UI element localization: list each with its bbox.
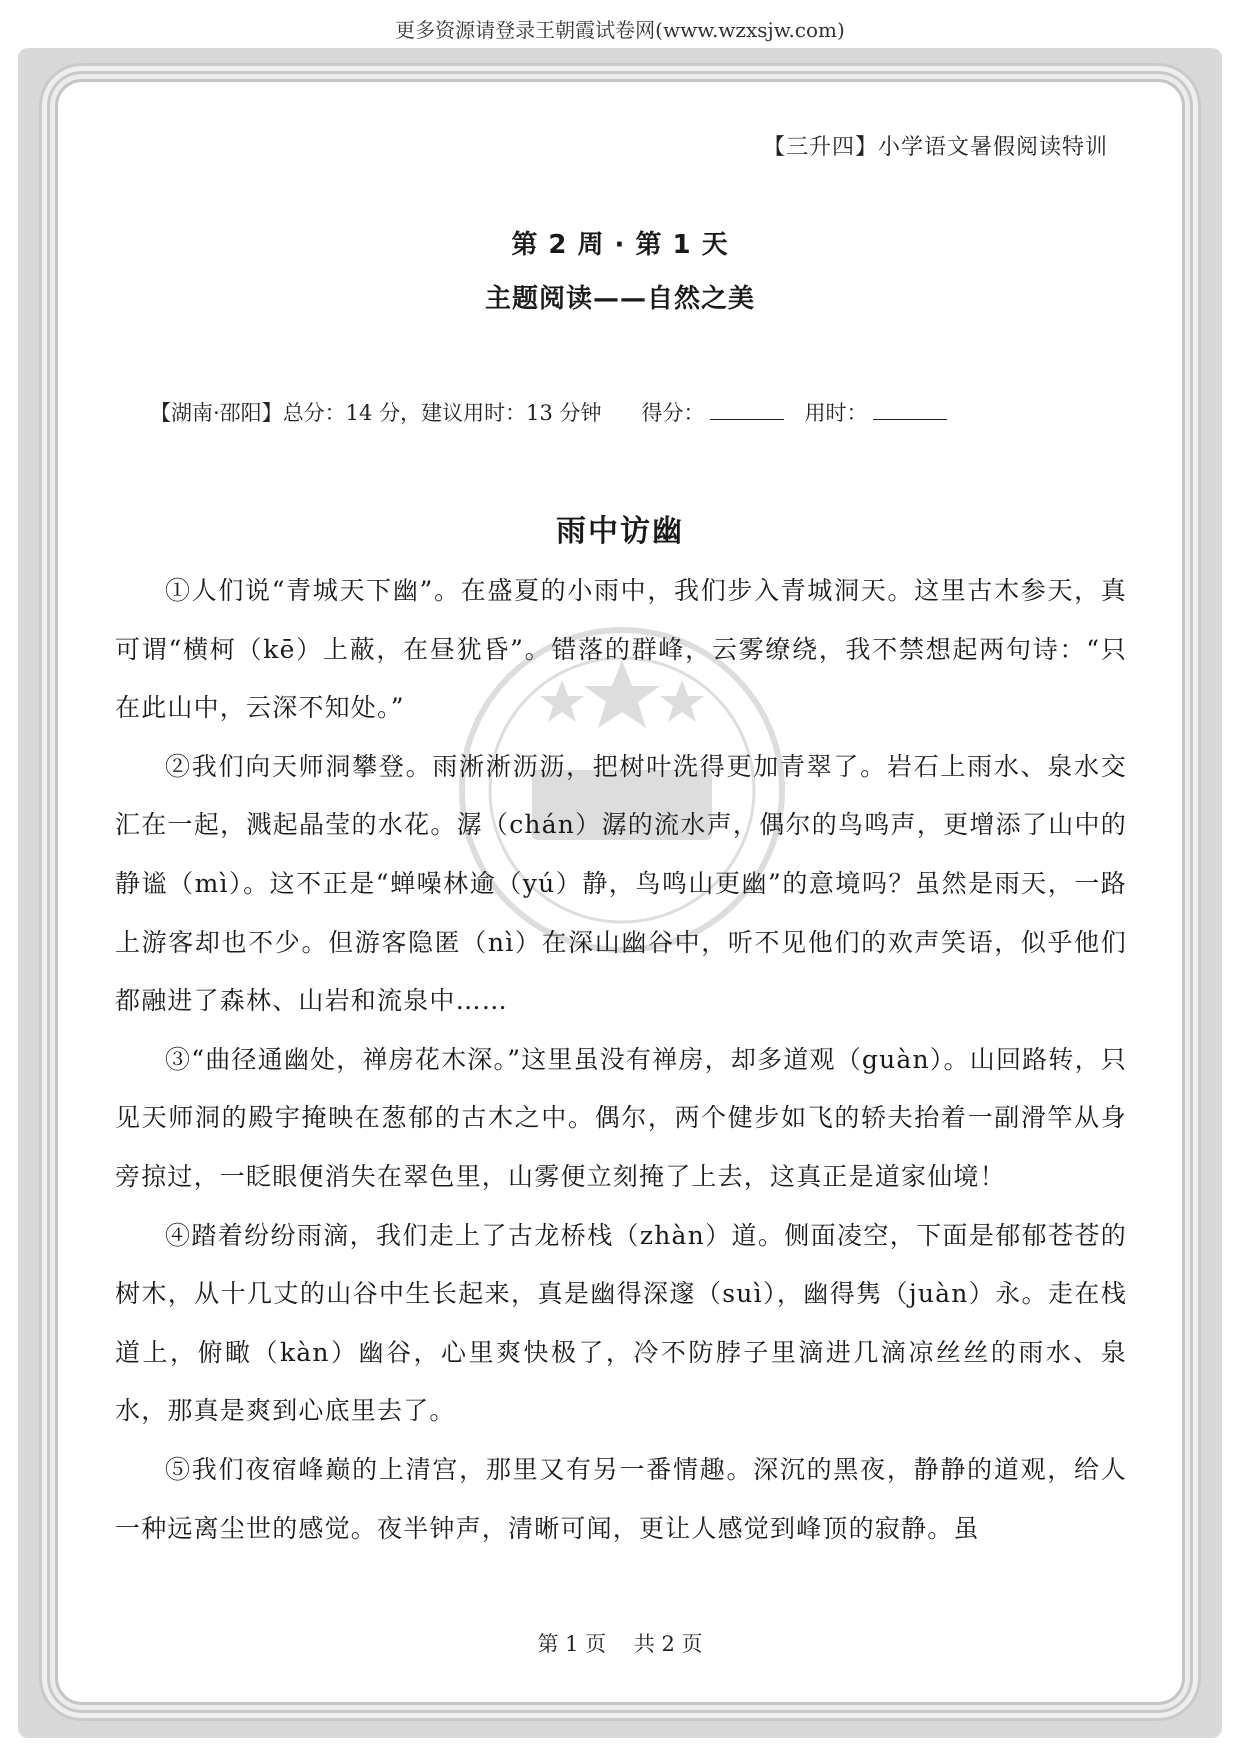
paragraph-2: ②我们向天师洞攀登。雨淅淅沥沥，把树叶洗得更加青翠了。岩石上雨水、泉水交汇在一起，溅起晶莹的水花。潺（chán）潺的流水声，偶尔的鸟鸣声，更增添了山中的静谧（mì）。这不正是“蝉噪林逾（yú）静，鸟鸣山更幽”的意境吗？虽然是雨天，一路上游客却也不少。但游客隐匿（nì）在深山幽谷中，听不见他们的欢声笑语，似乎他们都融进了森林、山岩和流泉中…… (115, 751, 1127, 1016)
page-number: 第 1 页 共 2 页 (537, 1632, 703, 1656)
top-banner: 更多资源请登录王朝霞试卷网(www.wzxsjw.com) (395, 18, 845, 42)
score-info: 总分：14 分，建议用时：13 分钟 (282, 401, 602, 425)
score-label: 得分： (641, 401, 705, 425)
score-blank[interactable] (710, 401, 784, 420)
paragraph-5: ⑤我们夜宿峰巅的上清宫，那里又有另一番情趣。深沉的黑夜，静静的道观，给人一种远离尘世的感觉。夜半钟声，清晰可闻，更让人感觉到峰顶的寂静。虽 (115, 1454, 1127, 1543)
series-tag: 【三升四】小学语文暑假阅读特训 (762, 135, 1108, 160)
paragraph-1: ①人们说“青城天下幽”。在盛夏的小雨中，我们步入青城洞天。这里古木参天，真可谓“横柯（kē）上蔽，在昼犹昏”。错落的群峰，云雾缭绕，我不禁想起两句诗：“只在此山中，云深不知处。” (115, 576, 1127, 723)
time-blank[interactable] (873, 401, 947, 420)
exam-meta-line (150, 397, 1090, 427)
theme-title: 主题阅读——自然之美 (484, 284, 755, 314)
article-body (115, 562, 1127, 1558)
paragraph-4: ④踏着纷纷雨滴，我们走上了古龙桥栈（zhàn）道。侧面凌空，下面是郁郁苍苍的树木，从十几丈的山谷中生长起来，真是幽得深邃（suì），幽得隽（juàn）永。走在栈道上，俯瞰（kàn）幽谷，心里爽快极了，冷不防脖子里滴进几滴凉丝丝的雨水、泉水，那真是爽到心底里去了。 (115, 1220, 1127, 1426)
article-title: 雨中访幽 (556, 514, 684, 549)
time-label: 用时： (804, 401, 868, 425)
region-label: 【湖南·邵阳】 (150, 401, 283, 425)
week-day-title: 第 2 周 · 第 1 天 (511, 230, 729, 260)
paragraph-3: ③“曲径通幽处，禅房花木深。”这里虽没有禅房，却多道观（guàn）。山回路转，只见天师洞的殿宇掩映在葱郁的古木之中。偶尔，两个健步如飞的轿夫抬着一副滑竿从身旁掠过，一眨眼便消失在翠色里，山雾便立刻掩了上去，这真正是道家仙境！ (115, 1044, 1127, 1191)
